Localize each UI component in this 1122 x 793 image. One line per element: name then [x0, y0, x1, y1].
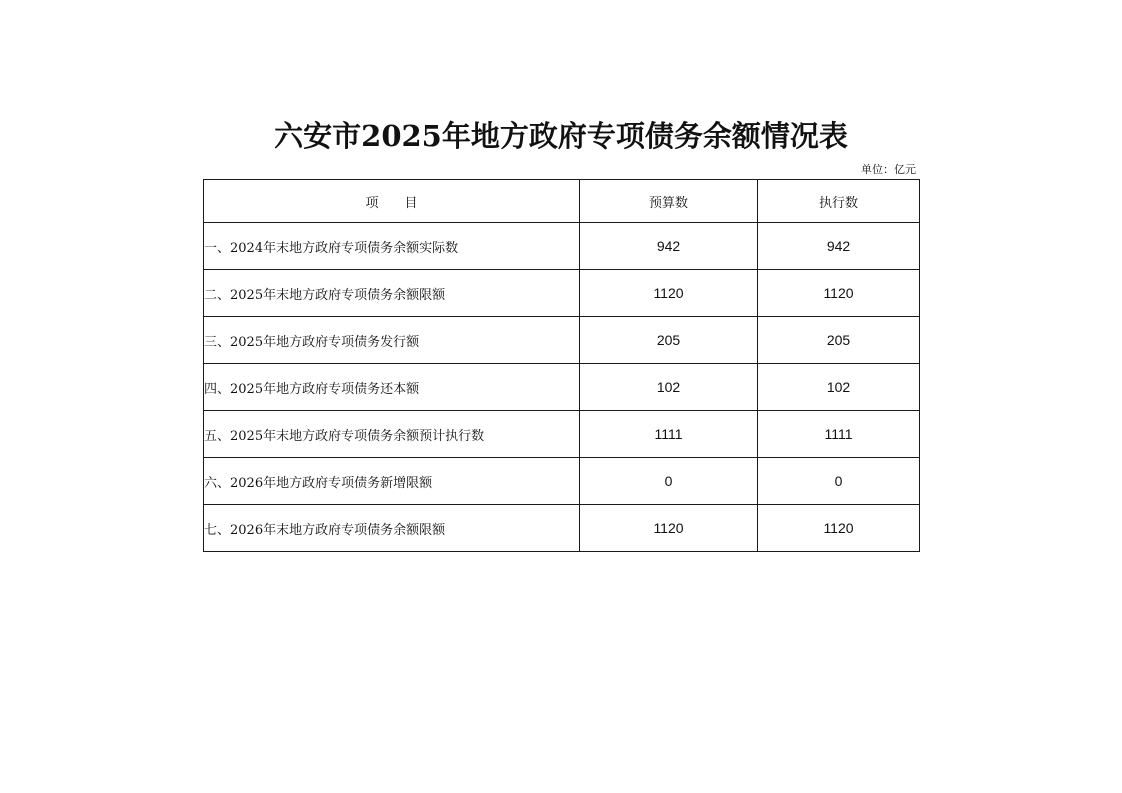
row-label: 二、2025年末地方政府专项债务余额限额: [204, 270, 580, 317]
row-execution: 205: [758, 317, 920, 364]
row-budget: 1120: [580, 270, 758, 317]
row-execution: 1120: [758, 505, 920, 552]
table-row: [204, 223, 920, 270]
table-header-row: [204, 180, 920, 223]
row-budget: 1120: [580, 505, 758, 552]
table-row: [204, 317, 920, 364]
row-budget: 205: [580, 317, 758, 364]
row-budget: 942: [580, 223, 758, 270]
row-label: 七、2026年末地方政府专项债务余额限额: [204, 505, 580, 552]
table-row: [204, 270, 920, 317]
row-execution: 1120: [758, 270, 920, 317]
row-execution: 0: [758, 458, 920, 505]
row-execution: 1111: [758, 411, 920, 458]
row-label: 一、2024年末地方政府专项债务余额实际数: [204, 223, 580, 270]
row-execution: 102: [758, 364, 920, 411]
debt-balance-table: [203, 179, 920, 552]
header-budget: 预算数: [580, 180, 758, 223]
page-title: 六安市2025年地方政府专项债务余额情况表: [274, 119, 848, 153]
header-item: 项 目: [204, 180, 580, 223]
row-label: 六、2026年地方政府专项债务新增限额: [204, 458, 580, 505]
row-label: 四、2025年地方政府专项债务还本额: [204, 364, 580, 411]
table-row: [204, 505, 920, 552]
row-label: 三、2025年地方政府专项债务发行额: [204, 317, 580, 364]
row-execution: 942: [758, 223, 920, 270]
table-row: [204, 458, 920, 505]
table-row: [204, 411, 920, 458]
row-budget: 1111: [580, 411, 758, 458]
row-label: 五、2025年末地方政府专项债务余额预计执行数: [204, 411, 580, 458]
unit-label: 单位：亿元: [861, 163, 916, 176]
table-row: [204, 364, 920, 411]
header-execution: 执行数: [758, 180, 920, 223]
row-budget: 0: [580, 458, 758, 505]
row-budget: 102: [580, 364, 758, 411]
